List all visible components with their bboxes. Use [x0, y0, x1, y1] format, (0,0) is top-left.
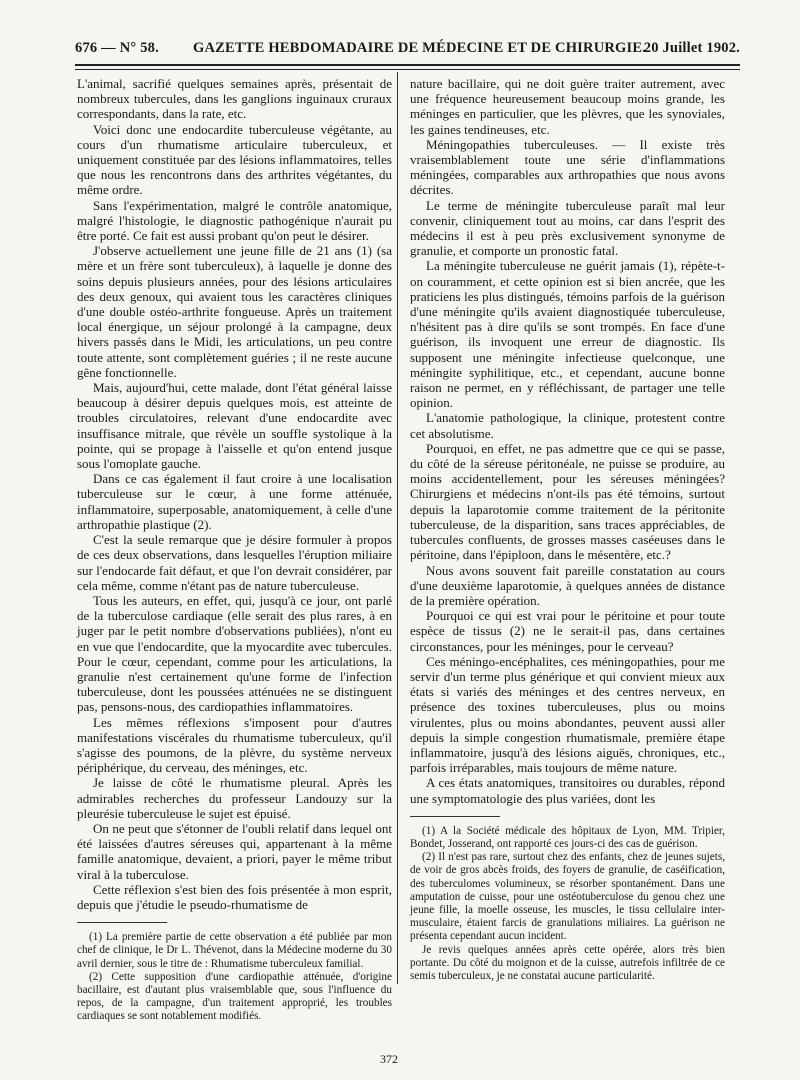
paragraph: Sans l'expérimentation, malgré le contrôle anatomique, malgré l'histologie, le diagnostic pathogénique n'aurait pu être porté. Ce fait est aussi probant qu'on peut le désirer. — [77, 197, 392, 244]
issue-date: 20 Juillet 1902. — [643, 40, 740, 56]
footnote: (1) La première partie de cette observation a été publiée par mon chef de clinique, le Dr L. Thévenot, dans la Médecine moderne du 30 avril dernier, sous le titre de : Rhumatisme tuberculeux familial. — [77, 931, 392, 970]
header-rule-thin — [75, 69, 740, 70]
running-header — [75, 40, 740, 62]
paragraph: A ces états anatomiques, transitoires ou durables, répond une symptomatologie des plus variées, dont les — [410, 775, 725, 806]
right-column — [410, 76, 725, 983]
folio-number: 372 — [380, 1052, 398, 1066]
paragraph: Dans ce cas également il faut croire à une localisation tuberculeuse sur le cœur, à une forme atténuée, inflammatoire, superposable, anatomiquement, à celle d'une arthropathie plastique (2). — [77, 471, 392, 532]
paragraph: Les mêmes réflexions s'imposent pour d'autres manifestations viscérales du rhumatisme tuberculeux, qu'il s'agisse des poumons, de la plèvre, du système nerveux périphérique, du cerveau, des méninges, etc. — [77, 714, 392, 776]
paragraph: Ces méningo-encéphalites, ces méningopathies, pour me servir d'un terme plus générique et qui convient mieux aux états si variés des méninges et des centres nerveux, en présence des toxines tuberculeuses, plus ou moins virulentes, plus ou moins abondantes, peuvent aussi aller depuis la simple congestion rhumatismale, première étape inflammatoire, jusqu'à des lésions aiguës, chroniques, etc., parfois irréparables, mais toujours de même nature. — [410, 653, 725, 776]
left-footnotes — [77, 922, 392, 1023]
section-paragraph: Méningopathies tuberculeuses. — Il existe très vraisemblablement toute une série d'inflammations méningées, comparables aux arthropathies que nous avons décrites. — [410, 136, 725, 198]
footnote: (2) Il n'est pas rare, surtout chez des enfants, chez de jeunes sujets, de voir de gros abcès froids, des foyers de granulie, de caséification, des tuberculomes volumineux, se résorber spontanément. Dans une amputation de cuisse, pour une ostéotuberculose du genou chez une jeune fille, la moelle osseuse, les muscles, le tissu cellulaire inter-musculaire, étaient farcis de granulations miliaires. La guérison ne présenta cependant aucun incident. — [410, 851, 725, 943]
footnote: (2) Cette supposition d'une cardiopathie atténuée, d'origine bacillaire, est d'autant plus vraisemblable que, sous l'influence du repos, de la campagne, d'un traitement approprié, les troubles cardiaques se sont notablement modifiés. — [77, 970, 392, 1023]
paragraph: nature bacillaire, qui ne doit guère traiter autrement, avec une fréquence heureusement beaucoup moins grande, les méninges en particulier, que les plèvres, que les synoviales, les gaines tendineuses, etc. — [410, 76, 725, 137]
footnote-separator — [410, 816, 500, 817]
paragraph: Je laisse de côté le rhumatisme pleural. Après les admirables recherches du professeur Landouzy sur la pleurésie tuberculeuse le sujet est épuisé. — [77, 775, 392, 821]
header-rule-thick — [75, 64, 740, 66]
paragraph: Cette réflexion s'est bien des fois présentée à mon esprit, depuis que j'étudie le pseudo-rhumatisme de — [77, 881, 392, 912]
paragraph: C'est la seule remarque que je désire formuler à propos de ces deux observations, dans lesquelles l'éruption miliaire sur l'endocarde fait défaut, et que l'on devrait considérer, par cela même, comme n'étant pas de nature tuberculeuse. — [77, 532, 392, 593]
paragraph: Voici donc une endocardite tuberculeuse végétante, au cours d'un rhumatisme articulaire tuberculeux, et uniquement constituée par des lésions inflammatoires, telles que nous les rencontrons dans des arthrites végétantes, du même ordre. — [77, 121, 392, 198]
paragraph: J'observe actuellement une jeune fille de 21 ans (1) (sa mère et un frère sont tuberculeux), à laquelle je donne des soins depuis plusieurs années, pour des lésions articulaires des deux genoux, qui avaient tous les caractères cliniques d'une double ostéo-arthrite fongueuse. Après un traitement local énergique, un séjour prolongé à la campagne, deux hivers passés dans le Midi, les articulations, un peu contre toute attente, sont complètement guéries ; il ne reste aucune gêne fonctionnelle. — [77, 243, 392, 380]
paragraph: Pourquoi ce qui est vrai pour le péritoine et pour toute espèce de tissus (2) ne le serait-il pas, dans certaines circonstances, pour les méninges, pour le cerveau? — [410, 608, 725, 654]
page-number-issue: 676 — N° 58. — [75, 40, 159, 56]
footnote: (1) A la Société médicale des hôpitaux de Lyon, MM. Tripier, Bondet, Josserand, ont rapporté ces jours-ci des cas de guérison. — [410, 824, 725, 850]
journal-title: GAZETTE HEBDOMADAIRE DE MÉDECINE ET DE CHIRURGIE. — [193, 40, 647, 56]
paragraph: Le terme de méningite tuberculeuse paraît mal leur convenir, cliniquement tout au moins, car dans l'esprit des médecins il est à peu près exclusivement synonyme de granulie, et comporte un pronostic fatal. — [410, 197, 725, 259]
paragraph: Pourquoi, en effet, ne pas admettre que ce qui se passe, du côté de la séreuse péritonéale, ne puisse se produire, au moins accidentellement, pour les séreuses méningées? Chirurgiens et médecins n'ont-ils pas été témoins, surtout depuis la laparotomie comme traitement de la péritonite tuberculeuse, de la disparition, sans traces appréciables, de tubercules confluents, de grosses masses caséeuses dans le péritoine, dans l'épiploon, dans le mésentère, etc.? — [410, 440, 725, 563]
footnote: Je revis quelques années après cette opérée, alors très bien portante. Du côté du moignon et de la cuisse, autrefois infiltrée de ce semis tuberculeux, je ne constatai aucune particularité. — [410, 943, 725, 982]
paragraph: La méningite tuberculeuse ne guérit jamais (1), répète-t-on couramment, et cette opinion est si bien ancrée, que les praticiens les plus distingués, témoins parfois de la guérison d'une méningite qu'ils avaient diagnostiquée tuberculeuse, n'hésitent pas à dire qu'ils se sont trompés. En face d'une guérison, ils invoquent une erreur de diagnostic. Ils supposent une méningite infectieuse quelconque, une méningite syphilitique, etc., et cependant, aucune bonne raison ne permet, en y réfléchissant, de partager une telle opinion. — [410, 258, 725, 411]
footnote-separator — [77, 922, 167, 923]
paragraph: Nous avons souvent fait pareille constatation au cours d'une deuxième laparotomie, à quelques années de distance de la première opération. — [410, 562, 725, 608]
left-column — [77, 76, 392, 1024]
paragraph: On ne peut que s'étonner de l'oubli relatif dans lequel ont été laissées d'autres séreuses qui, appartenant à la même famille anatomique, devaient, a priori, payer le même tribut viral à la tuberculose. — [77, 820, 392, 882]
paragraph: Tous les auteurs, en effet, qui, jusqu'à ce jour, ont parlé de la tuberculose cardiaque (elle serait des plus rares, à en juger par le petit nombre d'observations publiées), n'ont eu en vue que l'endocardite, que la myocardite avec tubercules. Pour le cœur, cependant, comme pour les articulations, la granulie n'est certainement qu'une forme de l'infection tuberculeuse, dont les poussées atténuées ne se distinguent pas, pensons-nous, des cardiopathies inflammatoires. — [77, 592, 392, 715]
paragraph: Mais, aujourd'hui, cette malade, dont l'état général laisse beaucoup à désirer depuis quelques mois, est atteinte de troubles circulatoires, relevant d'une endocardite avec insuffisance mitrale, que révèle un souffle systolique à la pointe, qui se propage à l'aisselle et qu'on entend jusque sous l'omoplate gauche. — [77, 380, 392, 472]
right-footnotes — [410, 816, 725, 983]
paragraph: L'animal, sacrifié quelques semaines après, présentait de nombreux tubercules, dans les ganglions inguinaux cruraux correspondants, dans la rate, etc. — [77, 76, 392, 122]
paragraph: L'anatomie pathologique, la clinique, protestent contre cet absolutisme. — [410, 410, 725, 441]
column-divider — [397, 72, 398, 984]
